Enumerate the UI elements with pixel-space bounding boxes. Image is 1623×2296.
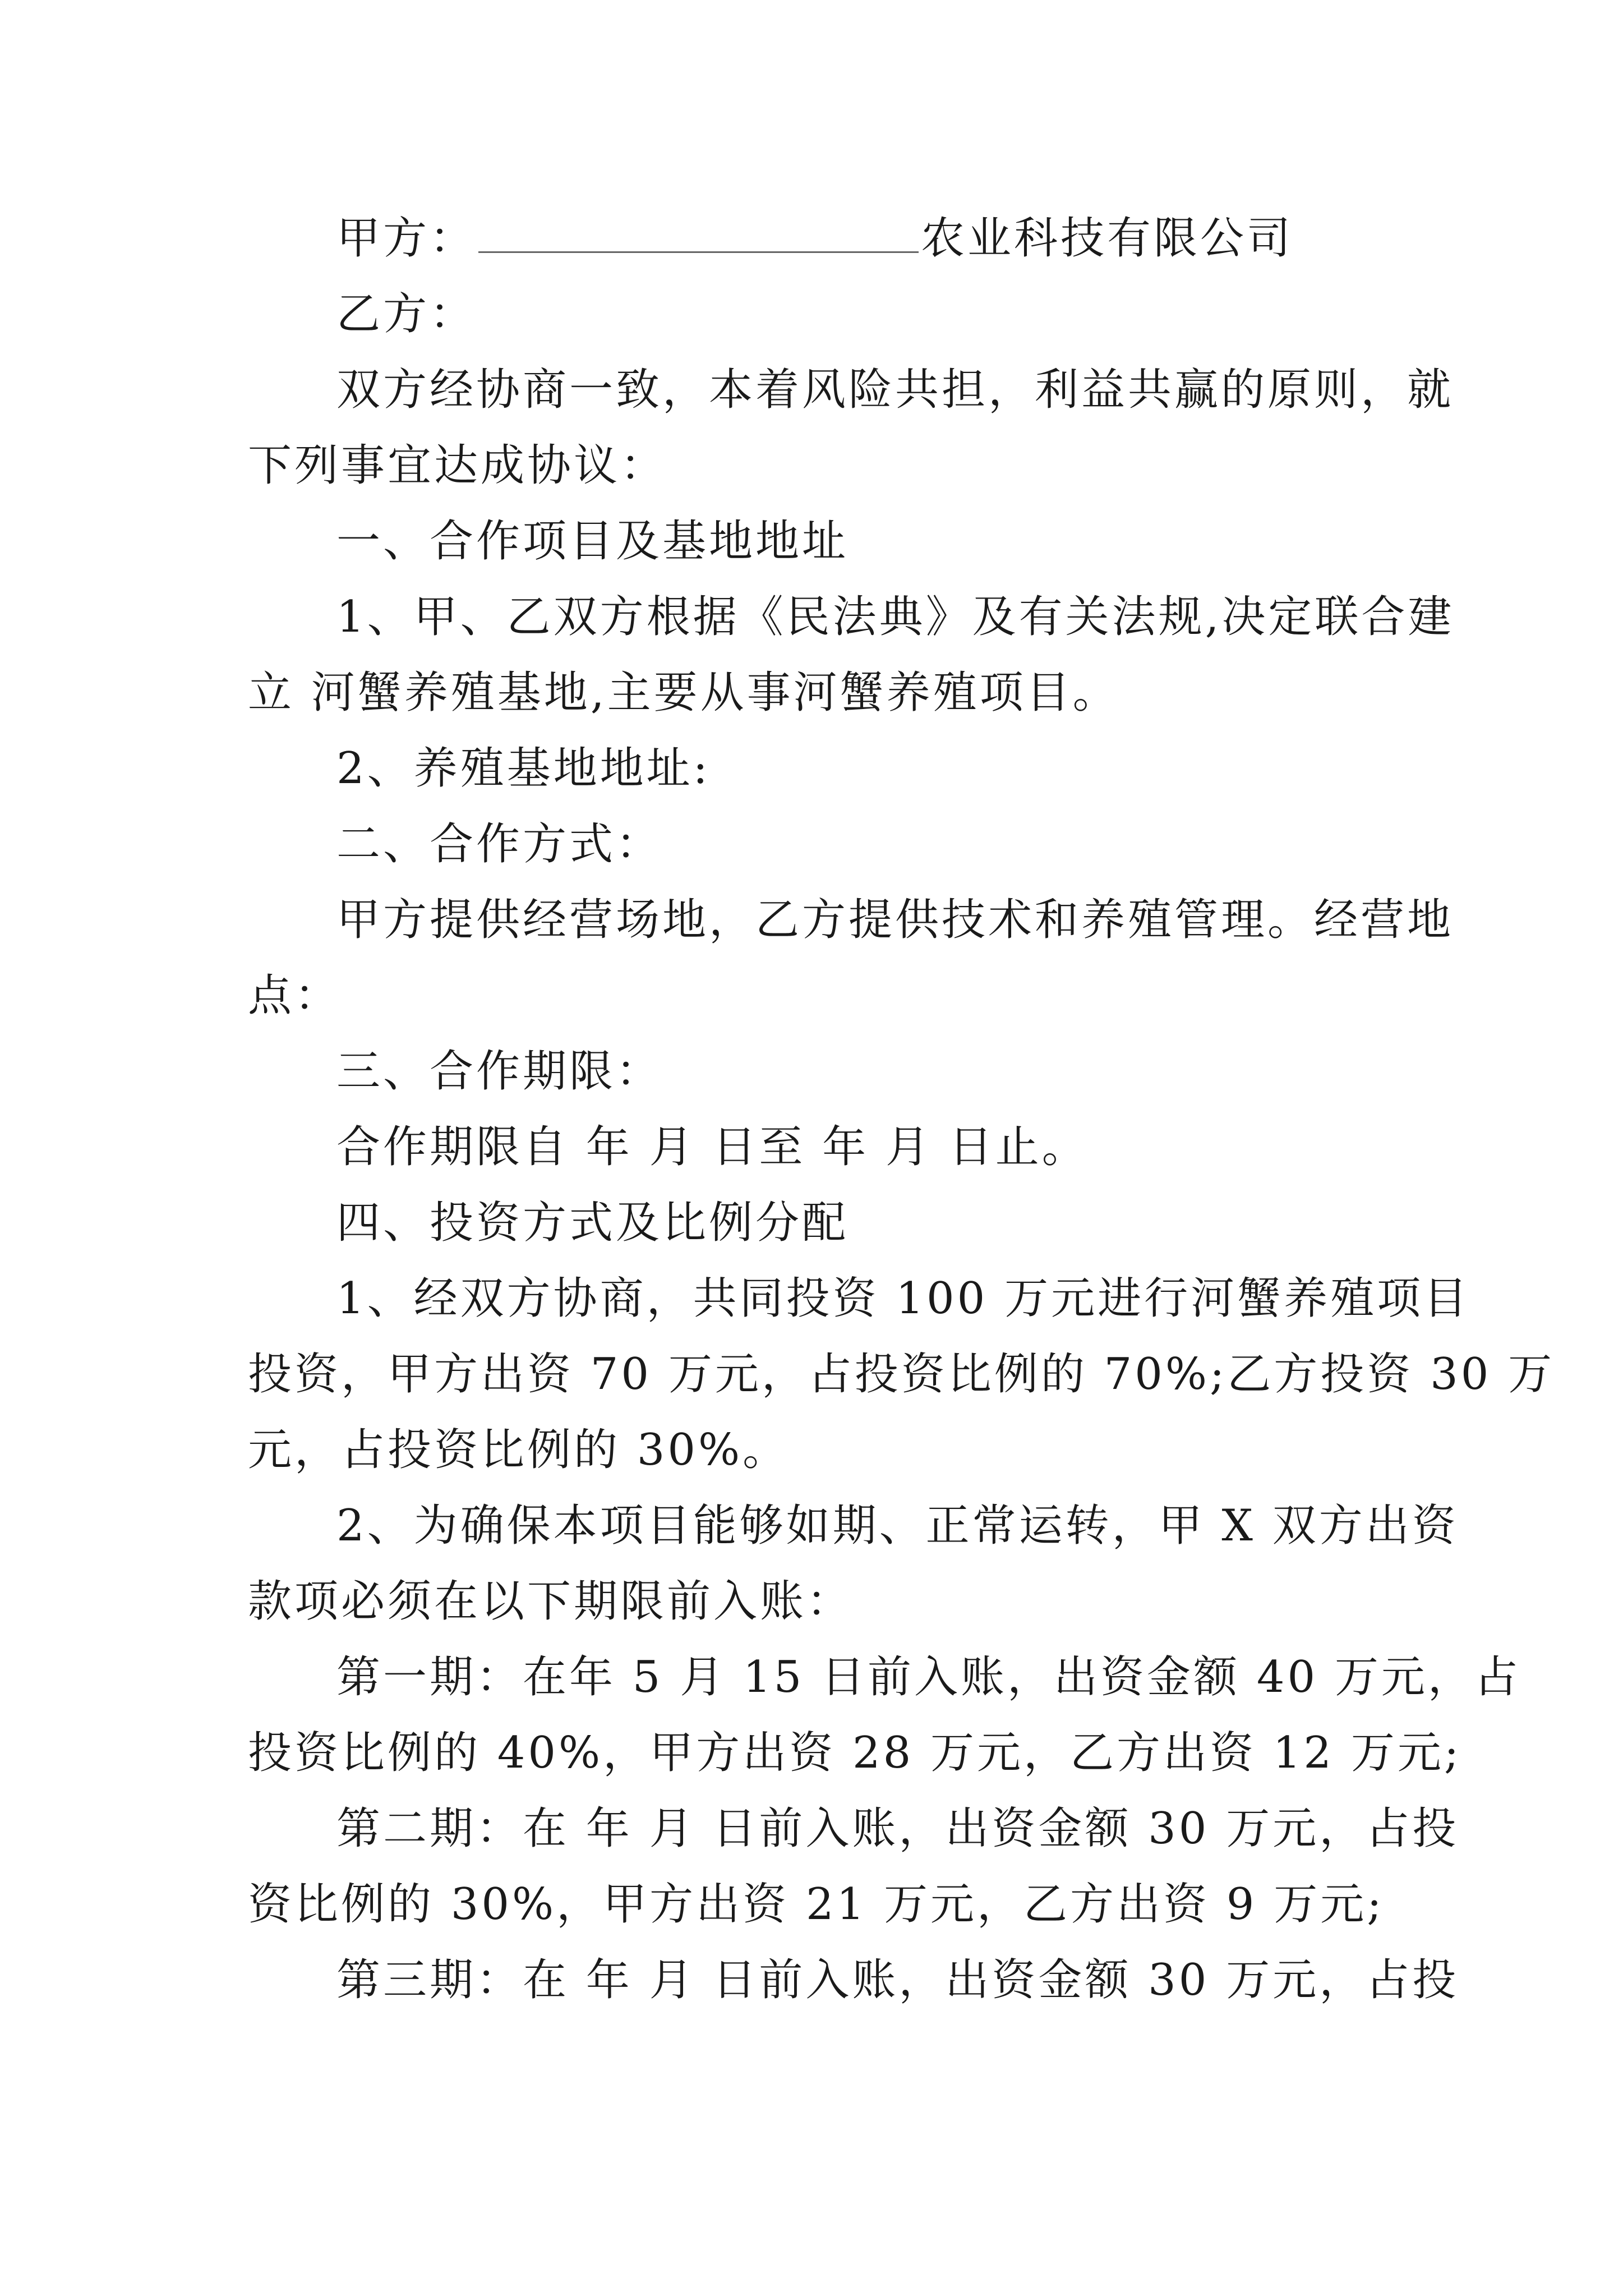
party-a-label: 甲方：	[336, 213, 477, 264]
section-4-item-1-line-2: 投资，甲方出资 70 万元，占投资比例的 70%;乙方投资 30 万	[248, 1349, 1555, 1400]
section-3-heading: 三、合作期限：	[336, 1046, 663, 1097]
party-b-line	[336, 286, 476, 342]
party-b-label: 乙方：	[336, 289, 477, 339]
preamble-line-2: 下列事宜达成协议：	[248, 440, 667, 491]
section-1-item-1-line-2: 立 河蟹养殖基地,主要从事河蟹养殖项目。	[248, 668, 1119, 718]
section-1-item-2: 2、养殖基地地址:	[336, 743, 711, 794]
section-2-body-line-2: 点：	[248, 970, 342, 1021]
installment-2-line-2: 资比例的 30%，甲方出资 21 万元，乙方出资 9 万元;	[248, 1879, 1385, 1930]
preamble-line-1: 双方经协商一致，本着风险共担，利益共赢的原则，就	[336, 365, 1454, 415]
party-a-line	[336, 210, 1293, 266]
party-a-suffix: 农业科技有限公司	[921, 213, 1294, 264]
section-2-body-line-1: 甲方提供经营场地，乙方提供技术和养殖管理。经营地	[336, 895, 1454, 945]
section-4-item-1-line-3: 元，占投资比例的 30%。	[248, 1425, 790, 1475]
installment-2-line-1: 第二期：在 年 月 日前入账，出资金额 30 万元，占投	[336, 1803, 1459, 1854]
section-4-item-1-line-1: 1、经双方协商，共同投资 100 万元进行河蟹养殖项目	[336, 1273, 1470, 1324]
section-1-heading: 一、合作项目及基地地址	[336, 516, 849, 567]
party-a-name-blank	[478, 218, 919, 253]
section-4-item-2-line-1: 2、为确保本项目能够如期、正常运转，甲 X 双方出资	[336, 1501, 1459, 1551]
installment-1-line-1: 第一期：在年 5 月 15 日前入账，出资金额 40 万元，占	[336, 1652, 1521, 1703]
section-1-item-1-line-1: 1、甲、乙双方根据《民法典》及有关法规,决定联合建	[336, 592, 1455, 642]
section-4-heading: 四、投资方式及比例分配	[336, 1198, 849, 1248]
installment-1-line-2: 投资比例的 40%，甲方出资 28 万元，乙方出资 12 万元;	[248, 1728, 1462, 1778]
installment-3-line-1: 第三期：在 年 月 日前入账，出资金额 30 万元，占投	[336, 1955, 1459, 2005]
section-3-body: 合作期限自 年 月 日至 年 月 日止。	[336, 1122, 1089, 1172]
section-4-item-2-line-2: 款项必须在以下期限前入账：	[248, 1576, 854, 1627]
section-2-heading: 二、合作方式：	[336, 819, 663, 869]
